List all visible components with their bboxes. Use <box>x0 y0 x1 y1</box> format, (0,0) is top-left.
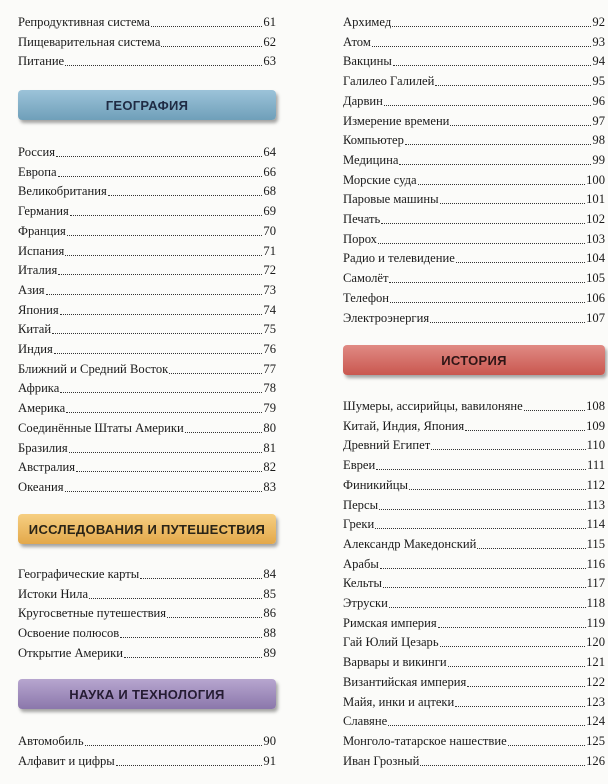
page-number: 91 <box>263 753 276 768</box>
page-number: 122 <box>586 674 605 689</box>
toc-entry <box>343 691 605 710</box>
toc-entry <box>343 612 605 631</box>
toc-entry <box>343 474 605 493</box>
page-number: 105 <box>586 271 605 286</box>
entry-title: Славяне <box>343 714 388 729</box>
page-number: 99 <box>592 152 605 167</box>
entry-title: Медицина <box>343 152 399 167</box>
page-number: 106 <box>586 290 605 305</box>
dot-leader <box>169 373 262 374</box>
toc-entry <box>18 31 276 50</box>
dot-leader <box>388 725 585 726</box>
entry-title: Россия <box>18 145 56 159</box>
entry-title: Япония <box>18 302 59 317</box>
toc-entry <box>343 188 605 207</box>
section-title: ИССЛЕДОВАНИЯ И ПУТЕШЕСТВИЯ <box>28 521 266 537</box>
page-number: 74 <box>263 302 276 317</box>
toc-entry <box>18 642 276 661</box>
page-number: 62 <box>263 34 276 49</box>
toc-entry <box>18 200 276 219</box>
dot-leader <box>52 333 262 334</box>
toc-entry <box>18 180 276 199</box>
toc-entry <box>343 31 605 50</box>
entry-title: Электроэнергия <box>343 310 430 325</box>
entry-title: Азия <box>18 282 45 297</box>
toc-entry <box>343 110 605 129</box>
toc-entry <box>18 240 276 259</box>
entry-title: Бразилия <box>18 440 68 455</box>
dot-leader <box>430 322 585 323</box>
entry-title: Финикийцы <box>343 477 408 492</box>
toc-entry <box>18 563 276 582</box>
toc-entry <box>343 553 605 572</box>
dot-leader <box>66 412 262 413</box>
toc-entry <box>343 415 605 434</box>
entry-title: Великобритания <box>18 184 107 199</box>
entry-title: Франция <box>18 223 66 238</box>
entry-title: Вакцины <box>343 54 392 69</box>
page-number: 83 <box>263 479 276 494</box>
page-number: 61 <box>263 15 276 29</box>
entry-title: Кругосветные путешествия <box>18 606 167 621</box>
dot-leader <box>438 627 586 628</box>
toc-entry <box>343 228 605 247</box>
page-number: 79 <box>263 401 276 416</box>
page-number: 78 <box>263 381 276 396</box>
page-number: 109 <box>586 418 605 433</box>
entry-title: Майя, инки и ацтеки <box>343 694 455 709</box>
page-number: 104 <box>586 251 605 266</box>
toc-entry <box>18 397 276 416</box>
dot-leader <box>376 469 586 470</box>
dot-leader <box>467 686 585 687</box>
toc-entry <box>18 750 276 769</box>
toc-entry <box>18 11 276 30</box>
entry-title: Ближний и Средний Восток <box>18 361 169 376</box>
toc-entry <box>343 434 605 453</box>
page-number: 107 <box>586 310 605 325</box>
page-number: 69 <box>263 204 276 219</box>
page-number: 101 <box>586 192 605 207</box>
toc-entry <box>343 651 605 670</box>
page-number: 88 <box>263 626 276 641</box>
entry-title: Индия <box>18 342 53 356</box>
dot-leader <box>46 294 263 295</box>
page-number: 117 <box>586 576 605 591</box>
dot-leader <box>70 215 263 216</box>
dot-leader <box>420 765 585 766</box>
entry-title: Соединённые Штаты Америки <box>18 420 184 435</box>
dot-leader <box>390 302 585 303</box>
dot-leader <box>409 489 586 490</box>
toc-entry <box>18 318 276 337</box>
entry-title: Географические карты <box>18 567 140 581</box>
entry-title: Самолёт <box>343 271 389 286</box>
dot-leader <box>60 314 263 315</box>
dot-leader <box>85 745 263 746</box>
toc-entry <box>343 149 605 168</box>
page-number: 81 <box>263 440 276 455</box>
entry-title: Гай Юлий Цезарь <box>343 635 439 650</box>
entry-title: Этруски <box>343 596 388 610</box>
entry-title: Греки <box>343 517 375 532</box>
entry-title: Австралия <box>18 460 76 475</box>
dot-leader <box>508 745 585 746</box>
dot-leader <box>375 528 585 529</box>
dot-leader <box>450 125 591 126</box>
toc-entry <box>18 602 276 621</box>
entry-title: Евреи <box>343 458 376 473</box>
entry-title: Арабы <box>343 556 379 571</box>
dot-leader <box>151 26 262 27</box>
toc-entry <box>18 299 276 318</box>
entry-title: Галилео Галилей <box>343 74 435 89</box>
page-number: 68 <box>263 184 276 199</box>
dot-leader <box>392 26 591 27</box>
entry-title: Питание <box>18 54 65 69</box>
toc-entry <box>18 279 276 298</box>
entry-title: Китай <box>18 322 52 337</box>
page-number: 92 <box>592 15 605 29</box>
toc-entry <box>343 287 605 306</box>
section-header-exploration <box>18 514 276 544</box>
dot-leader <box>393 65 592 66</box>
dot-leader <box>465 430 585 431</box>
page-number: 73 <box>263 282 276 297</box>
entry-title: Атом <box>343 34 371 49</box>
dot-leader <box>65 255 262 256</box>
page-number: 113 <box>586 497 605 512</box>
dot-leader <box>58 274 262 275</box>
toc-entry <box>343 247 605 266</box>
toc-entry <box>343 572 605 591</box>
page-number: 126 <box>586 753 605 768</box>
toc-entry <box>343 50 605 69</box>
entry-title: Алфавит и цифры <box>18 753 115 768</box>
entry-title: Германия <box>18 204 69 219</box>
toc-entry <box>18 220 276 239</box>
entry-title: Дарвин <box>343 93 383 108</box>
toc-entry <box>343 90 605 109</box>
section-title: ГЕОГРАФИЯ <box>105 97 189 113</box>
toc-entry <box>343 169 605 188</box>
page-number: 102 <box>586 212 605 226</box>
toc-entry <box>18 730 276 749</box>
entry-title: Репродуктивная система <box>18 15 151 29</box>
dot-leader <box>448 666 585 667</box>
page-number: 66 <box>263 164 276 179</box>
page-number: 94 <box>592 54 605 69</box>
dot-leader <box>455 706 585 707</box>
dot-leader <box>116 765 263 766</box>
toc-entry <box>343 208 605 227</box>
page-number: 114 <box>586 517 605 532</box>
entry-title: Шумеры, ассирийцы, вавилоняне <box>343 399 523 413</box>
dot-leader <box>477 548 585 549</box>
toc-entry <box>18 141 276 160</box>
toc-entry <box>18 377 276 396</box>
page-number: 100 <box>586 172 605 187</box>
toc-entry <box>18 456 276 475</box>
dot-leader <box>440 203 586 204</box>
page-number: 97 <box>592 113 605 128</box>
page-number: 96 <box>592 93 605 108</box>
toc-entry <box>343 592 605 611</box>
page-number: 119 <box>586 615 605 630</box>
entry-title: Истоки Нила <box>18 586 89 601</box>
entry-title: Европа <box>18 164 57 179</box>
page-number: 124 <box>586 714 605 729</box>
dot-leader <box>58 176 263 177</box>
dot-leader <box>389 607 586 608</box>
section-title: ИСТОРИЯ <box>441 352 507 368</box>
dot-leader <box>140 578 262 579</box>
page-number: 82 <box>263 460 276 475</box>
page-number: 86 <box>263 606 276 621</box>
entry-title: Открытие Америки <box>18 645 124 660</box>
dot-leader <box>76 471 262 472</box>
page-number: 103 <box>586 231 605 246</box>
page-number: 63 <box>263 54 276 69</box>
page-number: 89 <box>263 645 276 660</box>
page-number: 72 <box>263 263 276 278</box>
dot-leader <box>456 262 585 263</box>
dot-leader <box>431 449 585 450</box>
entry-title: Измерение времени <box>343 113 450 128</box>
dot-leader <box>120 637 262 638</box>
dot-leader <box>381 223 585 224</box>
entry-title: Радио и телевидение <box>343 251 455 266</box>
toc-entry <box>18 161 276 180</box>
toc-entry <box>343 395 605 414</box>
dot-leader <box>440 646 586 647</box>
dot-leader <box>54 353 263 354</box>
toc-entry <box>343 494 605 513</box>
entry-title: Монголо-татарское нашествие <box>343 733 507 748</box>
dot-leader <box>56 156 262 157</box>
entry-title: Китай, Индия, Япония <box>343 418 465 433</box>
dot-leader <box>60 392 262 393</box>
page-number: 95 <box>592 74 605 89</box>
page-number: 75 <box>263 322 276 337</box>
entry-title: Компьютер <box>343 133 404 148</box>
dot-leader <box>380 568 586 569</box>
page-number: 121 <box>586 655 605 670</box>
page-number: 98 <box>592 133 605 148</box>
toc-entry <box>18 476 276 495</box>
dot-leader <box>418 184 586 185</box>
page-number: 123 <box>586 694 605 709</box>
page-number: 112 <box>586 477 605 492</box>
dot-leader <box>69 452 263 453</box>
entry-title: Иван Грозный <box>343 753 420 768</box>
toc-entry <box>18 50 276 69</box>
page-number: 90 <box>263 734 276 748</box>
toc-entry <box>343 533 605 552</box>
page-number: 64 <box>263 145 276 159</box>
toc-entry <box>343 730 605 749</box>
dot-leader <box>405 144 591 145</box>
entry-title: Варвары и викинги <box>343 655 447 670</box>
dot-leader <box>65 65 262 66</box>
dot-leader <box>389 282 585 283</box>
page-number: 84 <box>263 567 276 581</box>
entry-title: Паровые машины <box>343 192 439 207</box>
entry-title: Телефон <box>343 290 390 305</box>
toc-entry <box>18 417 276 436</box>
toc-entry <box>18 358 276 377</box>
dot-leader <box>89 598 262 599</box>
toc-entry <box>343 513 605 532</box>
page-number: 115 <box>586 536 605 551</box>
section-header-science <box>18 679 276 709</box>
toc-entry <box>18 437 276 456</box>
entry-title: Древний Египет <box>343 438 431 453</box>
entry-title: Римская империя <box>343 615 437 630</box>
dot-leader <box>124 657 262 658</box>
section-header-history <box>343 345 605 375</box>
toc-entry <box>343 129 605 148</box>
page-number: 125 <box>586 733 605 748</box>
toc-entry <box>18 622 276 641</box>
toc-entry <box>343 454 605 473</box>
page-number: 85 <box>263 586 276 601</box>
entry-title: Персы <box>343 497 379 512</box>
dot-leader <box>378 243 585 244</box>
toc-entry <box>343 671 605 690</box>
dot-leader <box>167 617 262 618</box>
dot-leader <box>399 164 591 165</box>
dot-leader <box>383 587 586 588</box>
entry-title: Печать <box>343 212 381 226</box>
page-number: 120 <box>586 635 605 650</box>
dot-leader <box>372 46 592 47</box>
toc-entry <box>343 710 605 729</box>
toc-entry <box>343 750 605 769</box>
entry-title: Океания <box>18 479 64 494</box>
section-title: НАУКА И ТЕХНОЛОГИЯ <box>69 686 225 702</box>
entry-title: Архимед <box>343 15 392 29</box>
dot-leader <box>384 105 592 106</box>
page-number: 110 <box>586 438 605 453</box>
dot-leader <box>379 509 586 510</box>
page-number: 77 <box>263 361 276 376</box>
toc-entry <box>343 70 605 89</box>
toc-entry <box>18 338 276 357</box>
entry-title: Морские суда <box>343 172 417 187</box>
page-number: 93 <box>592 34 605 49</box>
toc-entry <box>18 259 276 278</box>
entry-title: Африка <box>18 381 60 396</box>
page-number: 80 <box>263 420 276 435</box>
dot-leader <box>161 46 262 47</box>
page-number: 118 <box>586 596 605 610</box>
entry-title: Кельты <box>343 576 383 591</box>
entry-title: Пищеварительная система <box>18 34 161 49</box>
toc-entry <box>343 11 605 30</box>
page-number: 111 <box>587 458 605 473</box>
entry-title: Порох <box>343 231 377 246</box>
toc-entry <box>18 583 276 602</box>
page-number: 108 <box>586 399 605 413</box>
page-number: 76 <box>263 342 276 356</box>
page-number: 70 <box>263 223 276 238</box>
dot-leader <box>435 85 591 86</box>
toc-entry <box>343 267 605 286</box>
section-header-geography <box>18 90 276 120</box>
dot-leader <box>185 432 263 433</box>
toc-entry <box>343 307 605 326</box>
entry-title: Автомобиль <box>18 734 84 748</box>
entry-title: Александр Македонский <box>343 536 477 551</box>
dot-leader <box>524 410 585 411</box>
page-number: 116 <box>586 556 605 571</box>
entry-title: Испания <box>18 243 65 258</box>
dot-leader <box>108 195 263 196</box>
entry-title: Освоение полюсов <box>18 626 120 641</box>
entry-title: Италия <box>18 263 58 278</box>
dot-leader <box>65 491 263 492</box>
toc-entry <box>343 631 605 650</box>
page-number: 71 <box>263 243 276 258</box>
entry-title: Америка <box>18 401 66 416</box>
entry-title: Византийская империя <box>343 674 467 689</box>
dot-leader <box>67 235 263 236</box>
